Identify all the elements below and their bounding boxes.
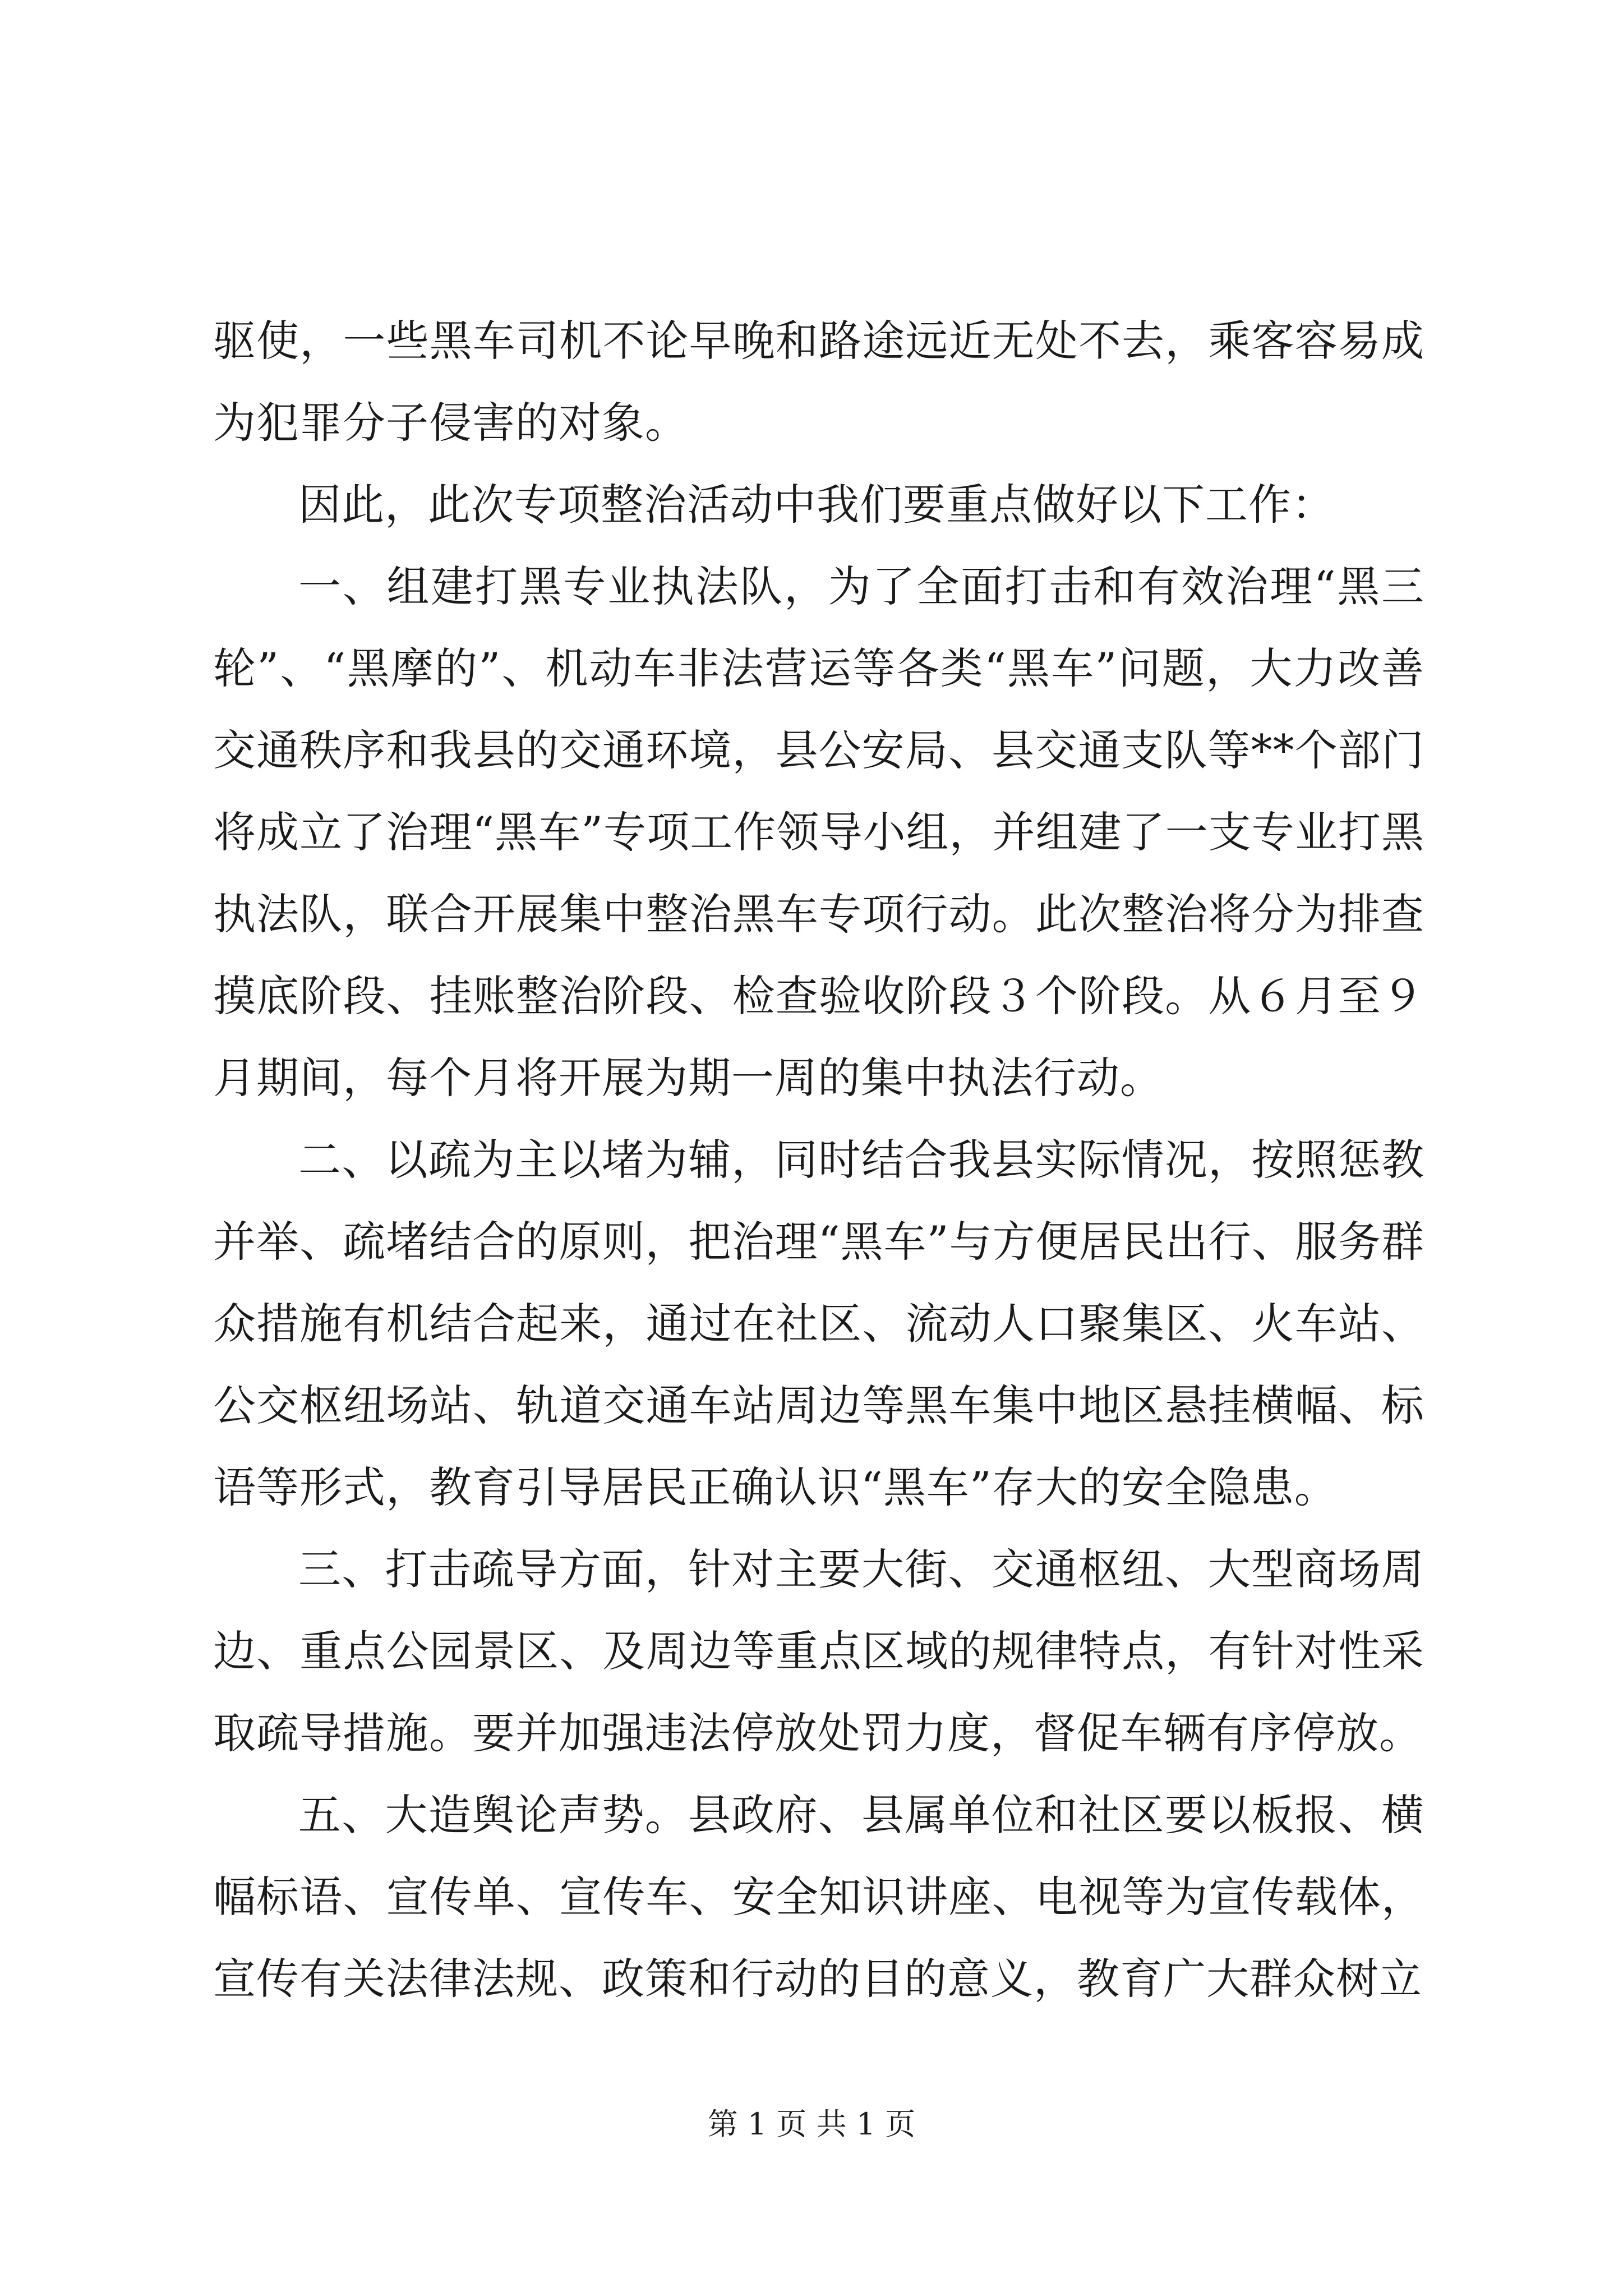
page-number-label: 第 1 页 共 1 页: [707, 2106, 916, 2142]
paragraph-item-3: 三、打击疏导方面，针对主要大街、交通枢纽、大型商场周边、重点公园景区、及周边等重点区域的规律特点，有针对性采取疏导措施。要并加强违法停放处罚力度，督促车辆有序停放。: [213, 1544, 1424, 1758]
paragraph-item-5: 五、大造舆论声势。县政府、县属单位和社区要以板报、横幅标语、宣传单、宣传车、安全知识讲座、电视等为宣传载体，宣传有关法律法规、政策和行动的目的意义，教育广大群众树立: [213, 1790, 1424, 2004]
paragraph-intro: 因此，此次专项整治活动中我们要重点做好以下工作：: [298, 480, 1335, 530]
paragraph-item-1: 一、组建打黑专业执法队，为了全面打击和有效治理“黑三轮”、“黑摩的”、机动车非法营运等各类“黑车”问题，大力改善交通秩序和我县的交通环境，县公安局、县交通支队等**个部门将成立了治理“黑车”专项工作领导小组，并组建了一支专业打黑执法队，联合开展集中整治黑车专项行动。此次整治将分为排查摸底阶段、挂账整治阶段、检查验收阶段３个阶段。从６月至９月期间，每个月将开展为期一周的集中执法行动。: [213, 562, 1424, 1103]
page-footer: [0, 2105, 1623, 2144]
paragraph-item-2: 二、以疏为主以堵为辅，同时结合我县实际情况，按照惩教并举、疏堵结合的原则，把治理“黑车”与方便居民出行、服务群众措施有机结合起来，通过在社区、流动人口聚集区、火车站、公交枢纽场站、轨道交通车站周边等黑车集中地区悬挂横幅、标语等形式，教育引导居民正确认识“黑车”存大的安全隐患。: [213, 1135, 1424, 1512]
paragraph-continuation: 驱使，一些黑车司机不论早晚和路途远近无处不去，乘客容易成为犯罪分子侵害的对象。: [213, 316, 1424, 448]
document-body: [213, 300, 1424, 2020]
